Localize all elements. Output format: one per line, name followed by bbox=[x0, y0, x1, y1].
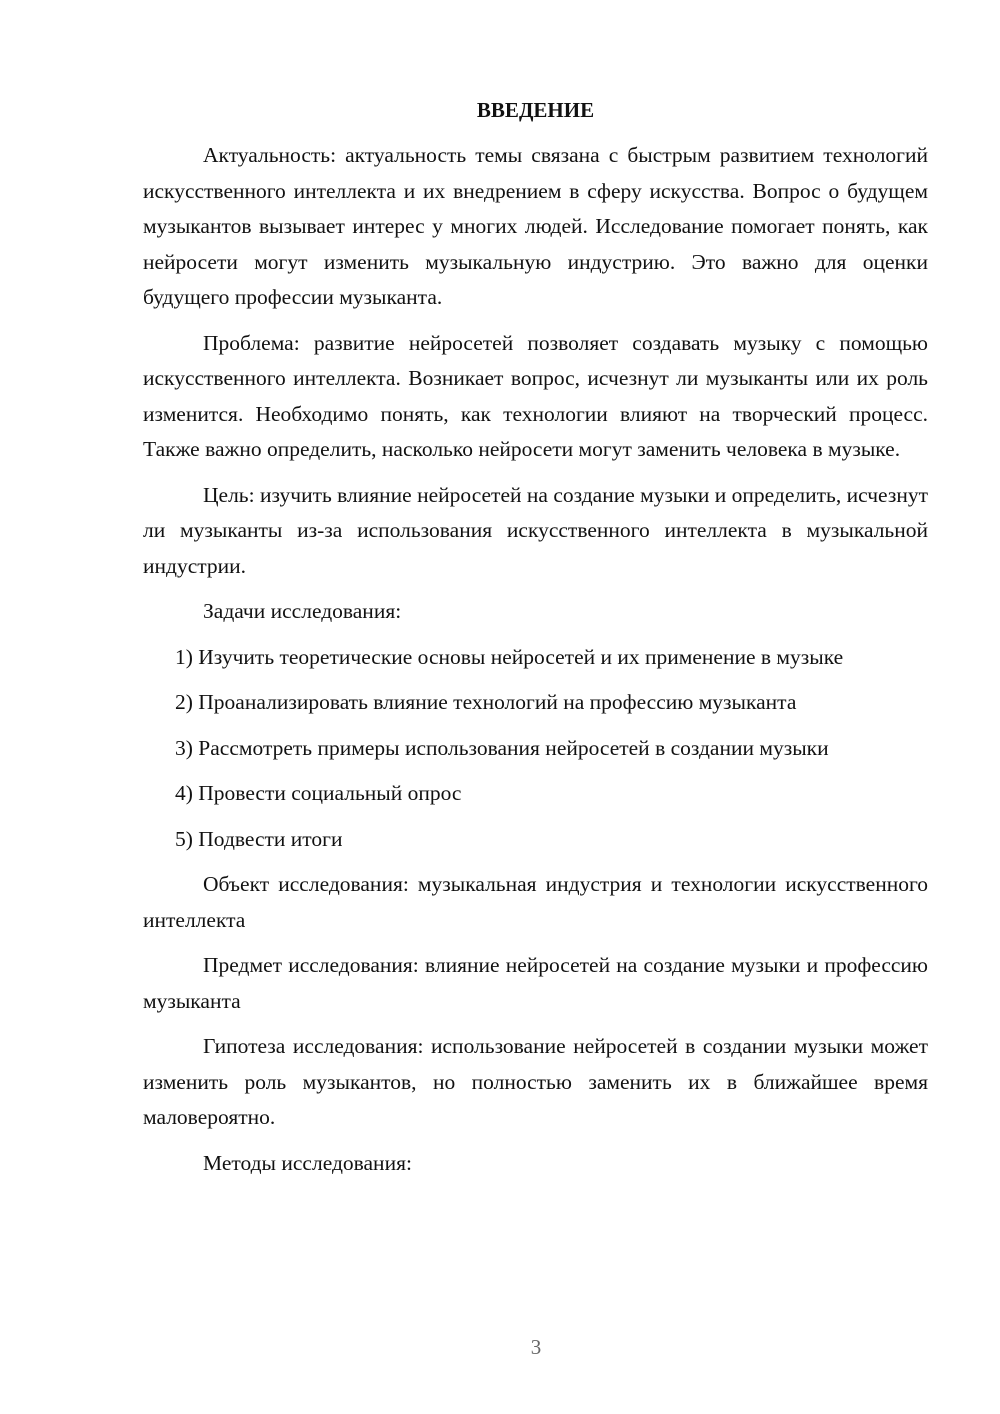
paragraph-goal: Цель: изучить влияние нейросетей на создание музыки и определить, исчезнут ли музыканты из-за использования искусственного интеллекта в музыкальной индустрии. bbox=[143, 482, 928, 578]
paragraph-problem: Проблема: развитие нейросетей позволяет создавать музыку с помощью искусственного интеллекта. Возникает вопрос, исчезнут ли музыканты или их роль изменится. Необходимо понять, как технологии влияют на творческий процесс. Также важно определить, насколько нейросети могут заменить человека в музыке. bbox=[143, 330, 928, 461]
paragraph-subject: Предмет исследования: влияние нейросетей на создание музыки и профессию музыканта bbox=[143, 953, 928, 1013]
page-title: ВВЕДЕНИЕ bbox=[476, 98, 595, 122]
list-item: 3) Рассмотреть примеры использования нейросетей в создании музыки bbox=[175, 735, 829, 760]
methods-heading: Методы исследования: bbox=[203, 1150, 412, 1175]
page-number: 3 bbox=[530, 1335, 542, 1359]
paragraph-object: Объект исследования: музыкальная индустрия и технологии искусственного интеллекта bbox=[143, 872, 928, 932]
paragraph-relevance: Актуальность: актуальность темы связана с быстрым развитием технологий искусственного интеллекта и их внедрением в сферу искусства. Вопрос о будущем музыкантов вызывает интерес у многих людей. Исследование помогает понять, как нейросети могут изменить музыкальную индустрию. Это важно для оценки будущего профессии музыканта. bbox=[143, 143, 928, 309]
list-item: 1) Изучить теоретические основы нейросетей и их применение в музыке bbox=[175, 644, 844, 669]
tasks-list bbox=[143, 640, 928, 858]
list-item: 2) Проанализировать влияние технологий на профессию музыканта bbox=[175, 690, 797, 714]
paragraph-hypothesis: Гипотеза исследования: использование нейросетей в создании музыки может изменить роль музыкантов, но полностью заменить их в ближайшее время маловероятно. bbox=[143, 1034, 928, 1129]
list-item: 5) Подвести итоги bbox=[175, 826, 343, 851]
document-page bbox=[143, 95, 928, 1191]
tasks-heading: Задачи исследования: bbox=[203, 599, 402, 623]
list-item: 4) Провести социальный опрос bbox=[175, 781, 462, 805]
